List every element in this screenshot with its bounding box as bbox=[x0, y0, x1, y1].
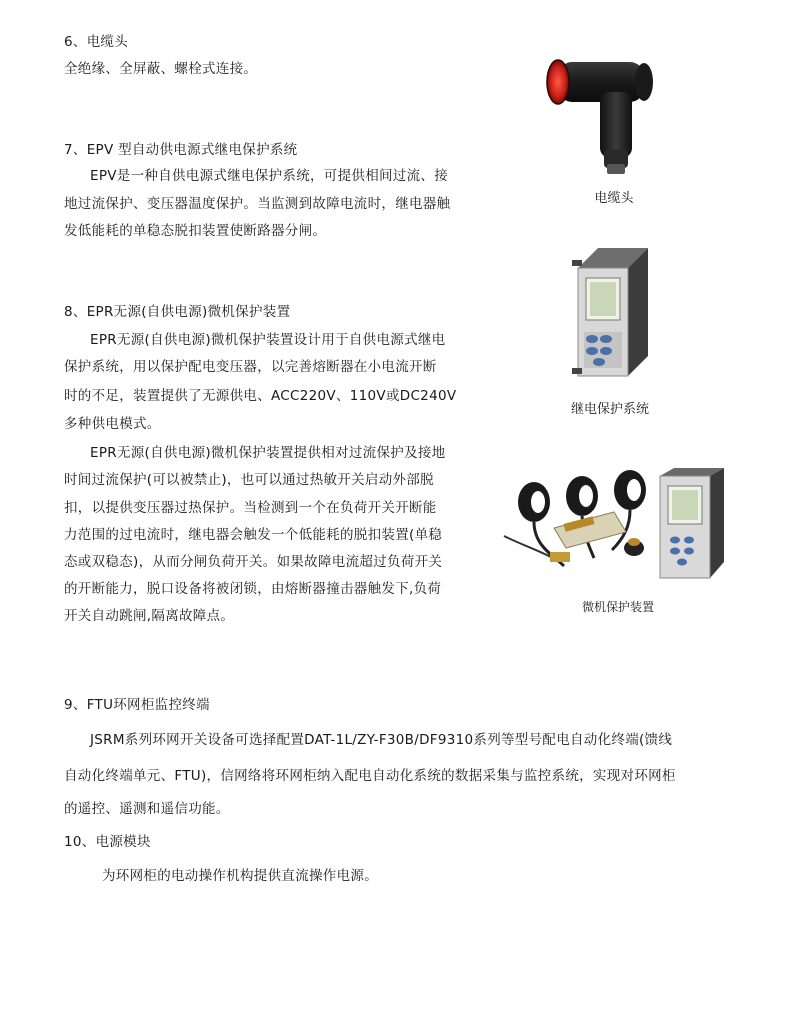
section-7-heading: 7、EPV 型自动供电源式继电保护系统 bbox=[64, 142, 298, 158]
micro-protection-caption: 微机保护装置 bbox=[581, 600, 654, 614]
section-8-p2-line: 扣，以提供变压器过热保护。当检测到一个在负荷开关开断能 bbox=[64, 500, 437, 516]
section-8-heading: 8、EPR无源(自供电源)微机保护装置 bbox=[64, 304, 291, 320]
relay-system-image bbox=[568, 238, 658, 388]
section-8-p1-line: 保护系统，用以保护配电变压器，以完善熔断器在小电流开断 bbox=[64, 359, 437, 375]
section-9-line: 自动化终端单元、FTU)，信网络将环网柜纳入配电自动化系统的数据采集与监控系统，实现对环网柜 bbox=[64, 768, 676, 784]
section-10-heading: 10、电源模块 bbox=[64, 834, 151, 850]
section-7-line: EPV是一种自供电源式继电保护系统，可提供相间过流、接 bbox=[90, 168, 449, 184]
section-6-heading: 6、电缆头 bbox=[64, 34, 129, 50]
section-7-line: 发低能耗的单稳态脱扣装置使断路器分闸。 bbox=[64, 223, 327, 239]
section-6-text: 全绝缘、全屏蔽、螺栓式连接。 bbox=[64, 61, 258, 77]
section-9-line: 的遥控、遥测和遥信功能。 bbox=[64, 801, 230, 817]
section-8-p1-line: 时的不足，装置提供了无源供电、ACC220V、110V或DC240V bbox=[64, 388, 457, 404]
section-10-text: 为环网柜的电动操作机构提供直流操作电源。 bbox=[102, 868, 378, 884]
section-8-p2-line: EPR无源(自供电源)微机保护装置提供相对过流保护及接地 bbox=[90, 445, 446, 461]
section-8-p2-line: 态或双稳态)，从而分闸负荷开关。如果故障电流超过负荷开关 bbox=[64, 554, 443, 570]
relay-system-caption: 继电保护系统 bbox=[570, 402, 649, 417]
cable-head-caption: 电缆头 bbox=[594, 191, 634, 206]
section-9-line: JSRM系列环网开关设备可选择配置DAT-1L/ZY-F30B/DF9310系列等型号配电自动化终端(馈线 bbox=[90, 732, 673, 748]
section-8-p2-line: 力范围的过电流时，继电器会触发一个低能耗的脱扣装置(单稳 bbox=[64, 527, 443, 543]
section-8-p1-line: 多种供电模式。 bbox=[64, 416, 161, 432]
section-8-p2-line: 时间过流保护(可以被禁止)，也可以通过热敏开关启动外部脱 bbox=[64, 472, 434, 488]
section-7-line: 地过流保护、变压器温度保护。当监测到故障电流时，继电器触 bbox=[64, 196, 451, 212]
cable-head-image bbox=[536, 40, 666, 180]
section-8-p2-line: 开关自动跳闸,隔离故障点。 bbox=[64, 608, 235, 624]
micro-protection-image bbox=[494, 466, 734, 591]
section-9-heading: 9、FTU环网柜监控终端 bbox=[64, 697, 210, 713]
section-8-p2-line: 的开断能力，脱口设备将被闭锁，由熔断器撞击器触发下,负荷 bbox=[64, 581, 442, 597]
section-8-p1-line: EPR无源(自供电源)微机保护装置设计用于自供电源式继电 bbox=[90, 332, 446, 348]
